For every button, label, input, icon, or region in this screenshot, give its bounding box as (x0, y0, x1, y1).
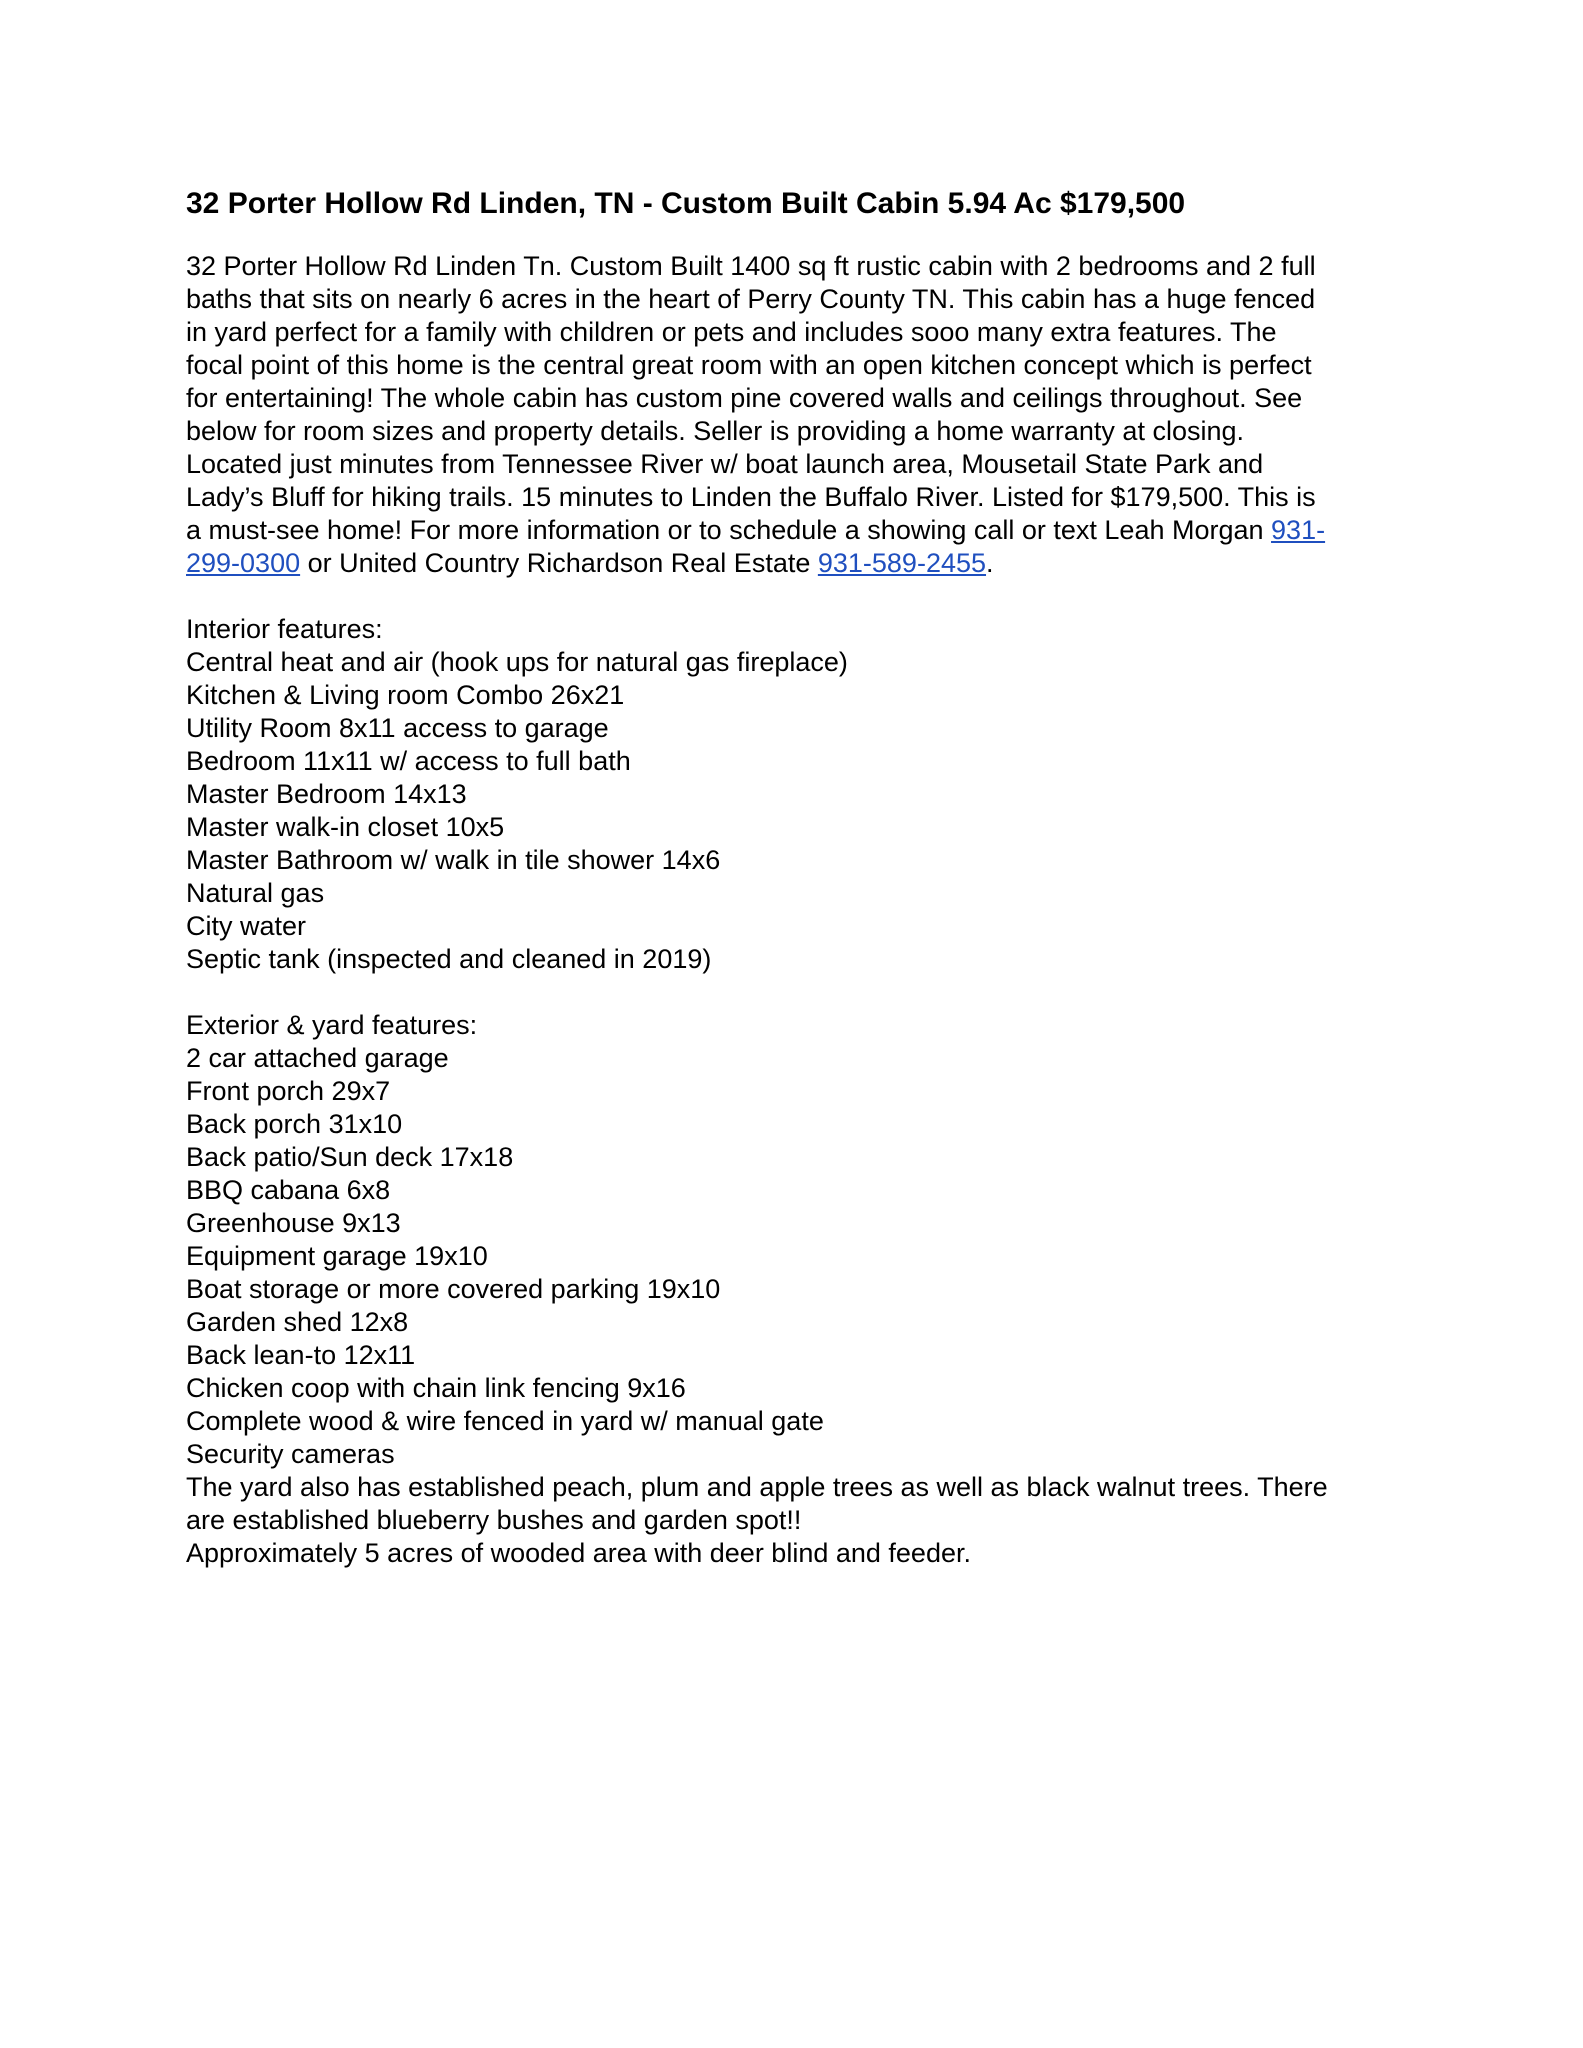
agent-phone-link[interactable] (1271, 515, 1325, 545)
list-item: Kitchen & Living room Combo 26x21 (186, 680, 625, 710)
list-item: Boat storage or more covered parking 19x10 (186, 1274, 721, 1304)
description-line: baths that sits on nearly 6 acres in the heart of Perry County TN. This cabin has a huge fenced (186, 284, 1316, 314)
document-page (186, 184, 1396, 1570)
list-item: Natural gas (186, 878, 325, 908)
office-phone: 931-589-2455 (817, 548, 987, 578)
agent-phone-part1: 931- (1271, 515, 1326, 545)
contact-prefix: a must-see home! For more information or to schedule a showing call or text Leah Morgan (186, 515, 1272, 545)
yard-note: Approximately 5 acres of wooded area with deer blind and feeder. (186, 1538, 971, 1568)
page-title: 32 Porter Hollow Rd Linden, TN - Custom Built Cabin 5.94 Ac $179,500 (186, 187, 1186, 220)
list-item: Back lean-to 12x11 (186, 1340, 416, 1370)
agent-phone-link-continued[interactable] (186, 548, 300, 578)
listing-description (186, 250, 1396, 580)
list-item: Master walk-in closet 10x5 (186, 812, 505, 842)
description-contact-line-2 (186, 547, 1396, 580)
description-line: Located just minutes from Tennessee River w/ boat launch area, Mousetail State Park and (186, 449, 1264, 479)
list-item: City water (186, 911, 307, 941)
description-line: below for room sizes and property details. Seller is providing a home warranty at closing. (186, 416, 1244, 446)
exterior-features-heading: Exterior & yard features: (186, 1010, 478, 1040)
agent-phone-part2: 299-0300 (186, 548, 301, 578)
list-item: Back porch 31x10 (186, 1109, 403, 1139)
list-item: Master Bathroom w/ walk in tile shower 14x6 (186, 845, 721, 875)
list-item: Security cameras (186, 1439, 395, 1469)
interior-features-heading: Interior features: (186, 614, 383, 644)
description-contact-line (186, 514, 1396, 547)
contact-suffix: . (986, 548, 994, 578)
list-item: 2 car attached garage (186, 1043, 449, 1073)
list-item: Garden shed 12x8 (186, 1307, 409, 1337)
list-item: Greenhouse 9x13 (186, 1208, 401, 1238)
list-item: Complete wood & wire fenced in yard w/ manual gate (186, 1406, 824, 1436)
description-line: for entertaining! The whole cabin has custom pine covered walls and ceilings throughout. See (186, 383, 1303, 413)
list-item: Septic tank (inspected and cleaned in 2019) (186, 944, 712, 974)
list-item: Back patio/Sun deck 17x18 (186, 1142, 514, 1172)
description-line: in yard perfect for a family with children or pets and includes sooo many extra features. The (186, 317, 1277, 347)
list-item: Front porch 29x7 (186, 1076, 391, 1106)
interior-features-section (186, 613, 1396, 976)
list-item: Master Bedroom 14x13 (186, 779, 467, 809)
contact-middle: or United Country Richardson Real Estate (300, 548, 818, 578)
yard-note: The yard also has established peach, plum and apple trees as well as black walnut trees. There (186, 1472, 1328, 1502)
list-item: Utility Room 8x11 access to garage (186, 713, 609, 743)
description-line: 32 Porter Hollow Rd Linden Tn. Custom Built 1400 sq ft rustic cabin with 2 bedrooms and 2 full (186, 251, 1316, 281)
list-item: Central heat and air (hook ups for natural gas fireplace) (186, 647, 848, 677)
list-item: Chicken coop with chain link fencing 9x16 (186, 1373, 686, 1403)
description-line: Lady’s Bluff for hiking trails. 15 minutes to Linden the Buffalo River. Listed for $179,500. This is (186, 482, 1316, 512)
exterior-features-section (186, 1009, 1396, 1570)
list-item: Bedroom 11x11 w/ access to full bath (186, 746, 631, 776)
list-item: Equipment garage 19x10 (186, 1241, 488, 1271)
yard-note: are established blueberry bushes and garden spot!! (186, 1505, 802, 1535)
list-item: BBQ cabana 6x8 (186, 1175, 391, 1205)
description-line: focal point of this home is the central great room with an open kitchen concept which is perfect (186, 350, 1312, 380)
office-phone-link[interactable] (818, 548, 986, 578)
